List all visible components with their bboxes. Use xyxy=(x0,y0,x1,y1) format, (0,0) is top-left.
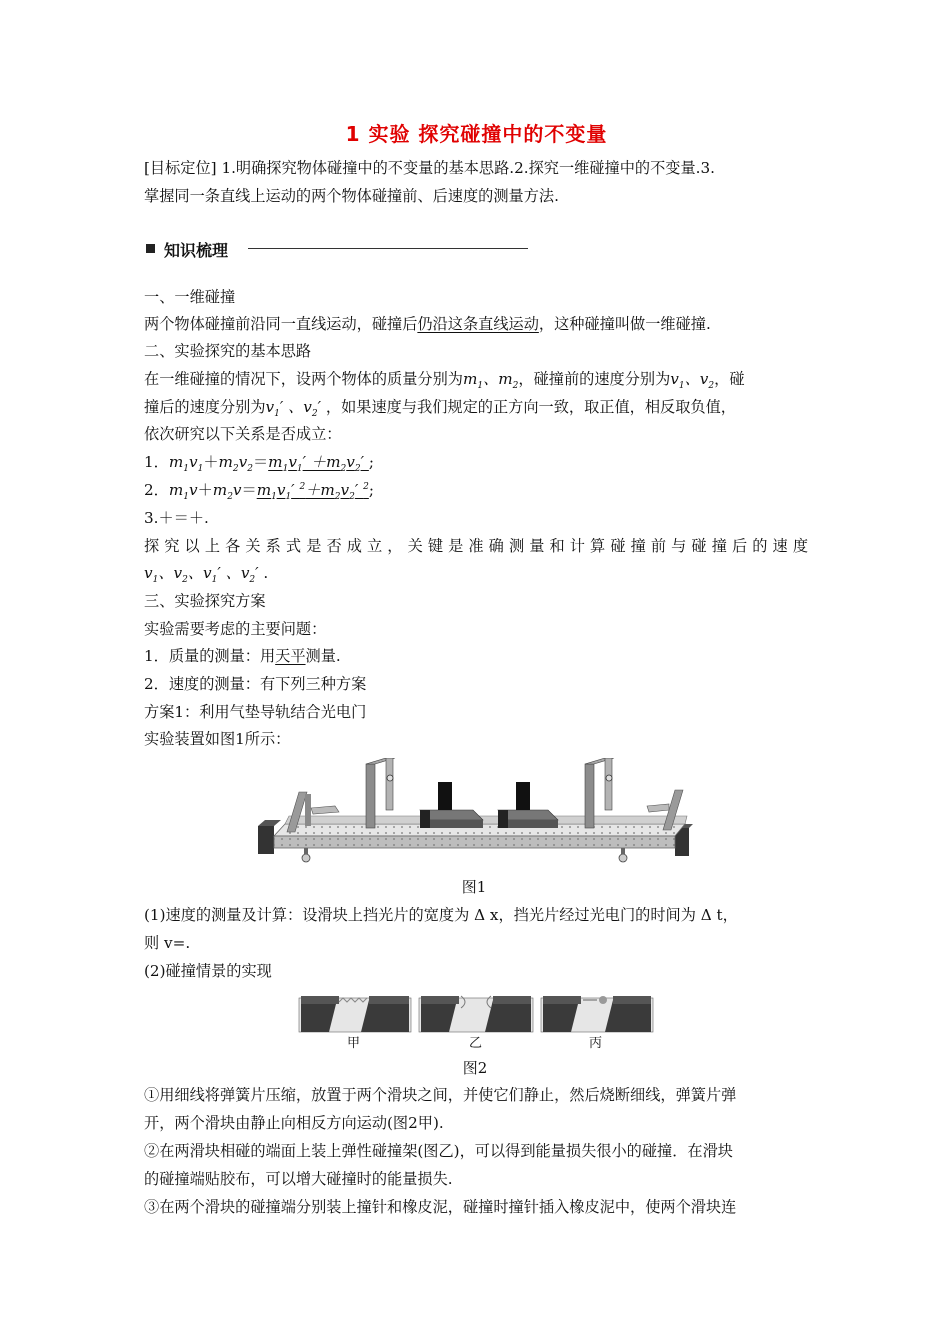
section-heading-text: 知识梳理 xyxy=(164,241,229,260)
paragraph-2-line-3: 依次研究以下关系是否成立： xyxy=(144,425,342,443)
case-2-line-2: 的碰撞端贴胶布，可以增大碰撞时的能量损失. xyxy=(144,1170,453,1188)
underlined-answer: 仍沿这条直线运动 xyxy=(417,315,539,333)
figure-2-panel-jia xyxy=(299,996,411,1032)
relation-2: 2．$m_1v+m_2v=m_1v_1'$ $^2+m_2v_2'$ $^2$; xyxy=(144,481,374,503)
objective-text-1: 1.明确探究物体碰撞中的不变量的基本思路.2.探究一维碰撞中的不变量.3. xyxy=(221,159,716,177)
step-1-line-1: (1)速度的测量及计算：设滑块上挡光片的宽度为 Δ x，挡光片经过光电门的时间为 Δ t， xyxy=(144,906,738,924)
figure-2-caption: 图2 xyxy=(462,1059,488,1077)
figure-2-label-yi: 乙 xyxy=(469,1036,483,1051)
step-1-line-2: 则 v=. xyxy=(144,934,191,952)
underlined-answer: 天平 xyxy=(275,647,306,665)
paragraph-2-line-2: 撞后的速度分别为$v_1'$ 、$v_2'$ ，如果速度与我们规定的正方向一致，取正值，相反取负值， xyxy=(144,398,736,420)
case-1-line-1: ①用细线将弹簧片压缩，放置于两个滑块之间，并使它们静止，然后烧断细线，弹簧片弹 xyxy=(144,1086,737,1104)
case-3-line-1: ③在两个滑块的碰撞端分别装上撞针和橡皮泥，碰撞时撞针插入橡皮泥中，使两个滑块连 xyxy=(144,1198,737,1216)
paragraph-2-line-1: 在一维碰撞的情况下，设两个物体的质量分别为$m_1$、$m_2$，碰撞前的速度分别为$v_1$、$v_2$，碰 xyxy=(144,370,745,392)
objective-line-1 xyxy=(144,158,814,178)
paragraph-3-line-2: $v_1$、$v_2$、$v_1'$ 、$v_2'$ . xyxy=(144,564,269,586)
paragraph-1: 两个物体碰撞前沿同一直线运动，碰撞后仍沿这条直线运动，这种碰撞叫做一维碰撞. xyxy=(144,315,711,333)
velocity-symbols: $v_1$、$v_2$ xyxy=(670,370,715,392)
paragraph-3-line-1: 探究以上各关系式是否成立，关键是准确测量和计算碰撞前与碰撞后的速度 xyxy=(144,537,808,555)
figure-2-label-jia: 甲 xyxy=(347,1036,361,1051)
mass-symbols: $m_1$、$m_2$ xyxy=(462,370,519,392)
question-1: 1．质量的测量：用天平测量. xyxy=(144,647,341,665)
question-2: 2．速度的测量：有下列三种方案 xyxy=(144,675,367,693)
section-heading xyxy=(144,238,544,262)
after-velocity-symbols: $v_1'$ 、$v_2'$ xyxy=(265,398,326,420)
case-2-line-1: ②在两滑块相碰的端面上装上弹性碰撞架(图乙)，可以得到能量损失很小的碰撞．在滑块 xyxy=(144,1142,733,1160)
square-bullet-icon xyxy=(146,244,155,253)
figure-1-intro: 实验装置如图1所示： xyxy=(144,730,291,748)
figure-2-label-bing: 丙 xyxy=(589,1036,603,1051)
paragraph-4: 实验需要考虑的主要问题： xyxy=(144,620,327,638)
figure-1-air-track-image xyxy=(255,758,695,870)
figure-2-panel-yi xyxy=(419,996,533,1032)
relation-1: 1．$m_1v_1+m_2v_2=m_1v_1' +m_2v_2'$ ; xyxy=(144,453,374,475)
page-title: 1 实验 探究碰撞中的不变量 xyxy=(345,122,608,146)
plan-1: 方案1：利用气垫导轨结合光电门 xyxy=(144,703,367,721)
objective-label: [目标定位] xyxy=(144,159,217,177)
heading-2: 二、实验探究的基本思路 xyxy=(144,342,312,360)
case-1-line-2: 开，两个滑块由静止向相反方向运动(图2甲). xyxy=(144,1114,444,1132)
figure-1-caption: 图1 xyxy=(461,878,487,896)
step-2: (2)碰撞情景的实现 xyxy=(144,962,272,980)
heading-rule xyxy=(248,248,528,249)
relation-3: 3.＋＝＋. xyxy=(144,509,209,527)
heading-1: 一、一维碰撞 xyxy=(144,288,236,306)
figure-2-collision-image xyxy=(297,990,655,1052)
heading-3: 三、实验探究方案 xyxy=(144,592,266,610)
figure-2-panel-bing xyxy=(541,996,653,1032)
objective-line-2: 掌握同一条直线上运动的两个物体碰撞前、后速度的测量方法. xyxy=(144,187,559,205)
